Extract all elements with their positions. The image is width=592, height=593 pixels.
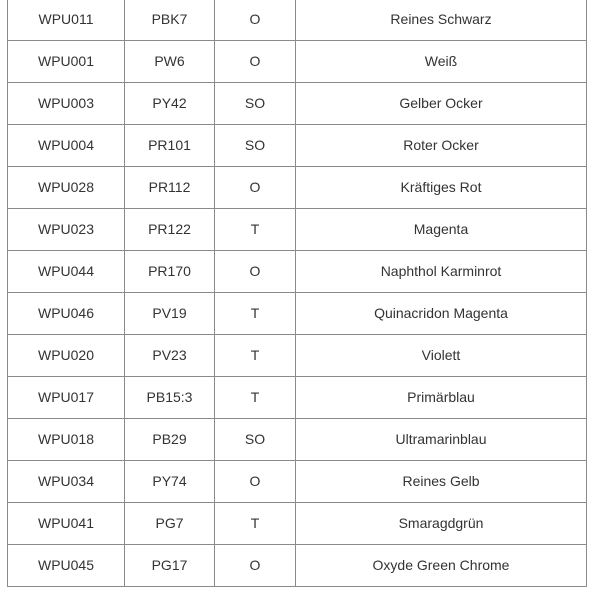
opacity-cell [215,209,296,251]
product-code-cell [8,335,125,377]
color-name: Primärblau [407,389,475,405]
pigment-code-cell [125,0,215,41]
table-row [8,503,587,545]
color-name-cell [296,503,587,545]
color-name: Oxyde Green Chrome [372,557,510,573]
color-name: Weiß [424,53,458,69]
pigment-code-cell [125,41,215,83]
opacity-cell [215,545,296,587]
table-row [8,167,587,209]
color-name: Roter Ocker [403,137,479,153]
paint-table-body [8,0,587,587]
color-name-cell [296,545,587,587]
color-name-cell [296,83,587,125]
pigment-code-cell [125,419,215,461]
color-name: Ultramarinblau [395,431,487,447]
product-code: WPU003 [37,95,95,111]
paint-table [7,0,587,587]
color-name-cell [296,251,587,293]
opacity-cell [215,83,296,125]
product-code: WPU001 [37,53,95,69]
color-name: Violett [421,347,461,363]
product-code-cell [8,419,125,461]
opacity-code: T [250,347,260,363]
product-code: WPU045 [37,557,95,573]
color-name: Magenta [413,221,469,237]
table-row [8,377,587,419]
pigment-code-cell [125,293,215,335]
opacity-code: T [250,389,260,405]
opacity-code: O [249,11,261,27]
pigment-code-cell [125,545,215,587]
table-row [8,251,587,293]
product-code-cell [8,377,125,419]
color-name-cell [296,209,587,251]
color-name: Reines Schwarz [390,11,492,27]
table-row [8,209,587,251]
opacity-code: SO [244,137,266,153]
product-code-cell [8,503,125,545]
color-name-cell [296,461,587,503]
pigment-code-cell [125,503,215,545]
opacity-cell [215,503,296,545]
color-name-cell [296,167,587,209]
opacity-code: O [249,263,261,279]
opacity-cell [215,293,296,335]
product-code-cell [8,167,125,209]
color-name-cell [296,377,587,419]
product-code: WPU023 [37,221,95,237]
opacity-cell [215,0,296,41]
color-name-cell [296,335,587,377]
opacity-code: O [249,53,261,69]
product-code-cell [8,545,125,587]
pigment-code-cell [125,461,215,503]
color-name-cell [296,293,587,335]
opacity-code: O [249,473,261,489]
table-row [8,83,587,125]
product-code: WPU041 [37,515,95,531]
pigment-code-cell [125,377,215,419]
opacity-code: SO [244,431,266,447]
pigment-code: PR122 [148,221,191,237]
opacity-code: T [250,515,260,531]
table-row [8,293,587,335]
pigment-code: PB15:3 [146,389,193,405]
pigment-code: PW6 [154,53,185,69]
color-name: Reines Gelb [402,473,480,489]
pigment-code: PG7 [155,515,184,531]
opacity-code: O [249,179,261,195]
table-row [8,0,587,41]
pigment-code-cell [125,125,215,167]
pigment-code: PV23 [152,347,187,363]
opacity-cell [215,335,296,377]
product-code-cell [8,41,125,83]
color-name-cell [296,0,587,41]
pigment-code: PR112 [148,179,191,195]
product-code: WPU018 [37,431,95,447]
product-code-cell [8,293,125,335]
color-name: Gelber Ocker [399,95,483,111]
pigment-code-cell [125,209,215,251]
table-row [8,125,587,167]
opacity-cell [215,377,296,419]
pigment-code: PY42 [152,95,187,111]
table-row [8,41,587,83]
table-row [8,461,587,503]
product-code: WPU004 [37,137,95,153]
product-code-cell [8,209,125,251]
pigment-code: PY74 [152,473,187,489]
pigment-code-cell [125,167,215,209]
opacity-cell [215,251,296,293]
pigment-code: PBK7 [151,11,188,27]
color-name: Quinacridon Magenta [374,305,508,321]
color-name: Naphthol Karminrot [380,263,502,279]
table-row [8,335,587,377]
pigment-code-cell [125,335,215,377]
color-name-cell [296,125,587,167]
product-code: WPU046 [37,305,95,321]
color-name-cell [296,41,587,83]
product-code: WPU034 [37,473,95,489]
opacity-cell [215,461,296,503]
opacity-cell [215,419,296,461]
opacity-cell [215,167,296,209]
color-name-cell [296,419,587,461]
color-name: Smaragdgrün [398,515,484,531]
product-code: WPU044 [37,263,95,279]
pigment-code: PR101 [148,137,191,153]
pigment-code-cell [125,83,215,125]
product-code-cell [8,251,125,293]
opacity-code: T [250,221,260,237]
product-code: WPU011 [38,11,94,27]
pigment-code-cell [125,251,215,293]
table-row [8,419,587,461]
product-code: WPU020 [37,347,95,363]
table-row [8,545,587,587]
opacity-code: T [250,305,260,321]
pigment-code: PB29 [152,431,187,447]
pigment-code: PR170 [148,263,191,279]
color-name: Kräftiges Rot [400,179,482,195]
opacity-cell [215,125,296,167]
product-code-cell [8,0,125,41]
product-code: WPU017 [37,389,95,405]
pigment-code: PG17 [151,557,188,573]
product-code-cell [8,125,125,167]
product-code: WPU028 [37,179,95,195]
opacity-code: O [249,557,261,573]
opacity-code: SO [244,95,266,111]
pigment-code: PV19 [152,305,187,321]
product-code-cell [8,461,125,503]
product-code-cell [8,83,125,125]
opacity-cell [215,41,296,83]
